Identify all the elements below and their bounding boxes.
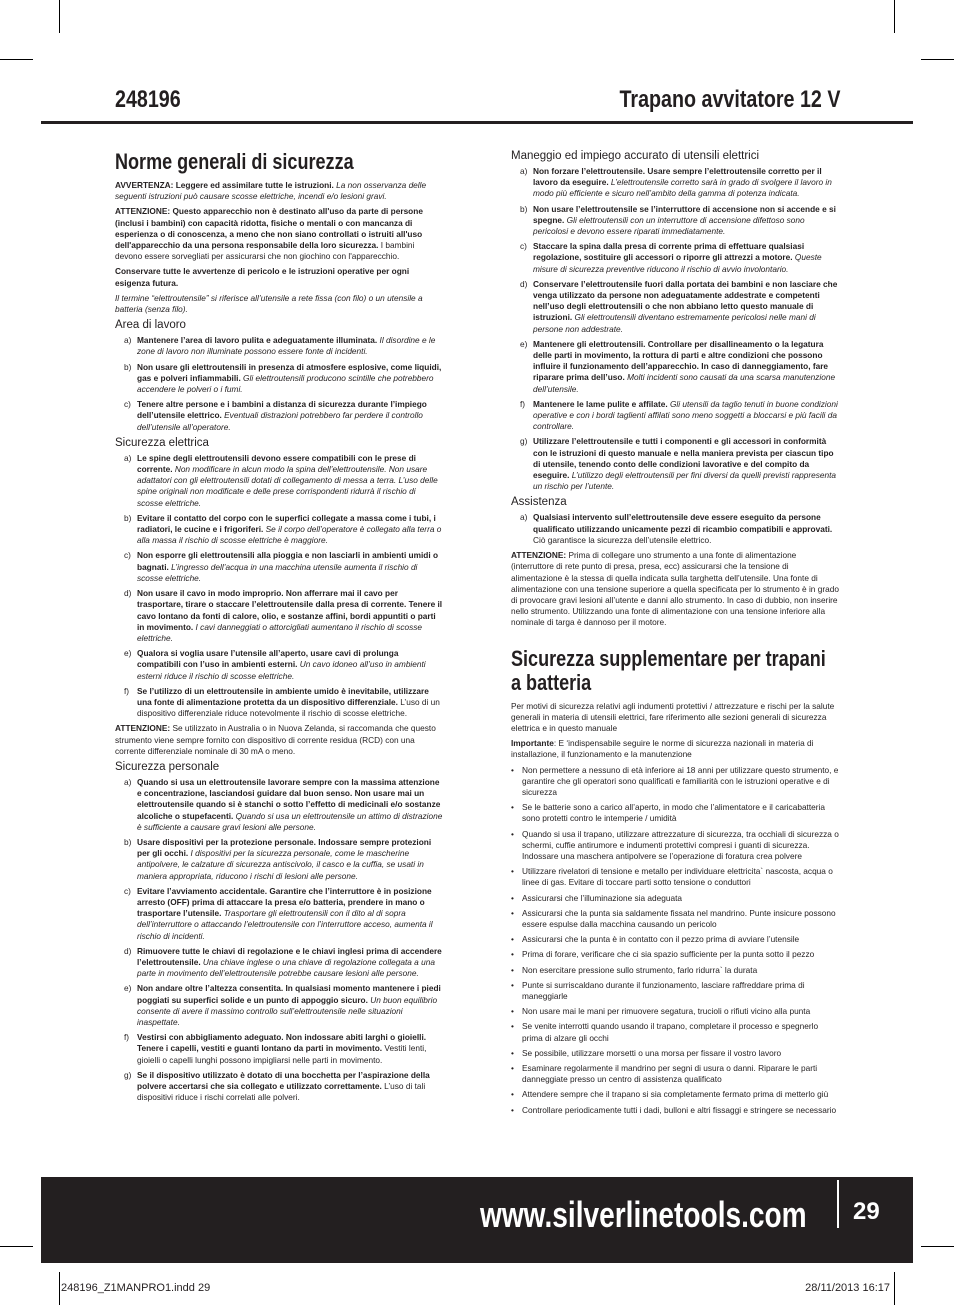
- term-paragraph: Il termine “elettroutensile” si riferisce all’utensile a rete fissa (con filo) o un utensile a batteria (senza filo).: [115, 292, 423, 315]
- list-item: a) Mantenere l’area di lavoro pulita e adeguatamente illuminata. Il disordine e le zone di lavoro non illuminate possono essere fonte di incidenti.: [124, 335, 436, 357]
- bullet-item: • Utilizzare rivelatori di tensione e metallo per individuare elettricita` nascosta, acqua o linee di gas. Evitare di toccare parti sotto tensione o conduttori: [511, 866, 833, 888]
- bullet-icon: •: [511, 907, 514, 918]
- list-item: e) Mantenere gli elettroutensili. Controllare per disallineamento o la legatura delle parti in movimento, la rottura di parti e altre condizioni che possono influire il funzionamento dell’apparecchio. In caso di danneggiamento, fare riparare prima dell’uso. Molti incidenti sono causati da una scarsa manutenzione dell’utensile.: [520, 338, 836, 394]
- bullet-item: • Assicurarsi che l’illuminazione sia adeguata: [511, 892, 683, 903]
- bullet-item: • Prima di forare, verificare che ci sia spazio sufficiente per la punta sotto il pezzo: [511, 949, 815, 960]
- bullet-item: • Assicurarsi che la punta sia saldamente fissata nel mandrino. Punte insicure possono essere espulse dalla macchina causando un pericolo: [511, 907, 836, 929]
- bullet-icon: •: [511, 934, 514, 945]
- crop-mark: [59, 0, 60, 33]
- subsection-title: Area di lavoro: [115, 319, 186, 332]
- list-item: b) Evitare il contatto del corpo con le superfici collegate a massa come i tubi, i radiatori, le cucine e i frigoriferi. Se il corpo dell’operatore è collegato alla terra o alla massa il rischio di scosse elettriche è maggiore.: [124, 512, 442, 546]
- bullet-icon: •: [511, 1063, 514, 1073]
- subsection-title: Sicurezza elettrica: [115, 436, 209, 449]
- subsection-title: Assistenza: [511, 496, 567, 509]
- list-item: b) Non usare gli elettroutensili in presenza di atmosfere esplosive, come liquidi, gas e polveri infiammabili. Gli elettroutensili producono scintille che potrebbero accendere le polveri o i fumi.: [124, 361, 442, 395]
- list-item: d) Conservare l’elettroutensile fuori dalla portata dei bambini e non lasciare che venga utilizzato da persone non adeguatamente addestrate e competenti nell’uso degli elettroutensili o che non abbiano letto questo manuale di istruzioni. Gli elettroutensili diventano estremamente pericolosi nelle mani di persone non addestrate.: [520, 278, 838, 334]
- bullet-icon: •: [511, 979, 514, 990]
- keep-paragraph: Conservare tutte le avvertenze di pericolo e le istruzioni operative per ogni esigenza futura.: [115, 266, 410, 288]
- list-item: g) Se il dispositivo utilizzato è dotato di una bocchetta per l’aspirazione della polvere accertarsi che sia collegato e utilizzato correttamente. L’uso di tali dispositivi riduce i rischi correlati alle polveri.: [124, 1069, 430, 1103]
- list-item: b) Non usare l’elettroutensile se l’interruttore di accensione non si accende e si spegne. Gli elettroutensili con un interruttore di accensione difettoso sono pericolosi e devono essere riparati immediatamente.: [520, 203, 836, 237]
- section-title: Sicurezza supplementare per trapani a batteria: [511, 645, 826, 695]
- list-item: e) Non andare oltre l’altezza consentita. In qualsiasi momento mantenere i piedi poggiati su superfici solide e un punto di appoggio sicuro. Un buon equilibrio consente di avere il massimo controllo sull’elettroutensile nelle situazioni inaspettate.: [124, 983, 441, 1027]
- website-link[interactable]: www.silverlinetools.com: [480, 1194, 807, 1235]
- bullet-item: • Attendere sempre che il trapano si sia completamente fermato prima di metterlo giù: [511, 1089, 829, 1100]
- bullet-icon: •: [511, 892, 514, 903]
- crop-mark: [0, 1246, 33, 1247]
- list-item: a) Non forzare l’elettroutensile. Usare sempre l’elettroutensile corretto per il lavoro da eseguire. L’elettroutensile corretto sarà in grado di svolgere il lavoro in modo più efficiente e sicuro nell’ambito della gamma di potenza indicata.: [520, 166, 832, 199]
- bullet-item: • Non esercitare pressione sullo strumento, farlo ridurra` la durata: [511, 964, 758, 975]
- left-column: [115, 150, 443, 1107]
- bullet-item: • Punte si surriscaldano durante il funzionamento, lasciare raffreddare prima di maneggiarle: [511, 979, 805, 1001]
- subsection-title: Maneggio ed impiego accurato di utensili elettrici: [511, 150, 760, 162]
- bullet-item: • Se venite interrotti quando usando il trapano, completare il processo e spegnerlo prima di alzare gli occhi: [511, 1021, 819, 1043]
- crop-mark: [0, 59, 33, 60]
- list-item: f) Se l’utilizzo di un elettroutensile in ambiente umido è inevitabile, utilizzare una fonte di alimentazione protetta da un dispositivo differenziale. L’uso di un dispositivo differenziale riduce notevolmente il rischio di scosse elettriche.: [124, 685, 440, 719]
- page-title: Trapano avvitatore 12 V: [619, 86, 840, 113]
- crop-mark: [894, 1272, 895, 1305]
- crop-mark: [59, 1272, 60, 1305]
- list-item: f) Mantenere le lame pulite e affilate. Gli utensili da taglio tenuti in buone condizioni operative e con i bordi taglienti affilati sono meno soggetti a bloccarsi e più facili da controllare.: [520, 398, 838, 432]
- bullet-item: • Esaminare regolarmente il mandrino per segni di usura o danni. Riparare le parti danneggiate presso un centro di assistenza qualificato: [511, 1063, 818, 1085]
- list-item: f) Vestirsi con abbigliamento adeguato. Non indossare abiti larghi o gioielli. Tenere i capelli, vestiti e guanti lontano da parti in movimento. Vestiti lenti, gioielli o capelli lunghi possono impigliarsi nelle parti in movimento.: [124, 1032, 427, 1065]
- bullet-icon: •: [511, 964, 514, 975]
- bullet-icon: •: [511, 1104, 514, 1115]
- list-item: a) Le spine degli elettroutensili devono essere compatibili con le prese di corrente. Non modificare in alcun modo la spina dell’elettroutensile. Non usare adattatori con gli elettroutensili dotati di collegamento di messa a terra. L’uso delle spine originali non modificate e delle prese corrispondenti ridurrà il rischio di scosse elettriche.: [124, 452, 438, 508]
- list-item: a) Qualsiasi intervento sull’elettroutensile deve essere eseguito da persone qualificato utilizzando unicamente pezzi di ricambio compatibili e approvati. Ciò garantisce la sicurezza dell’utensile elettrico.: [520, 512, 833, 545]
- bullet-item: • Non usare mai le mani per rimuovere segatura, trucioli o rifiuti vicino alla punta: [511, 1006, 811, 1017]
- slug-date: 28/11/2013 16:17: [805, 1282, 890, 1294]
- crop-mark: [894, 0, 895, 33]
- bullet-item: • Controllare periodicamente tutti i dadi, bulloni e altri fissaggi e stringere se necessario: [511, 1104, 837, 1115]
- bullet-item: • Assicurarsi che la punta è in contatto con il pezzo prima di avviare l’utensile: [511, 934, 800, 945]
- list-item: a) Quando si usa un elettroutensile lavorare sempre con la massima attenzione e concentrazione, lasciandosi guidare dal buon senso. Non usare mai un elettroutensile quando si è stanchi o sotto l’effetto di medicinali e/o sostanze alcoliche o stupefacenti. Quando si usa un elettroutensile un attimo di distrazione è sufficiente a causare gravi lesioni alle persone.: [124, 776, 443, 832]
- bullet-icon: •: [511, 866, 514, 877]
- bullet-list: [511, 765, 839, 1116]
- bullet-icon: •: [511, 949, 514, 960]
- list-item: c) Tenere altre persone e i bambini a distanza di sicurezza durante l’impiego dell’utensile elettrico. Eventuali distrazioni potrebbero far perdere il controllo dell’utensile all’operatore.: [124, 399, 427, 432]
- list-item: b) Usare dispositivi per la protezione personale. Indossare sempre protezioni per gli occhi. I dispositivi per la sicurezza personale, come le mascherine antipolvere, le calzature di sicurezza antiscivolo, il casco e la cuffia, se usati in maniera appropriata, riducono i rischi di lesioni alle persone.: [124, 836, 432, 881]
- attention-paragraph: ATTENZIONE: Questo apparecchio non è destinato all'uso da parte di persone (inclusi i bambini) con capacità ridotta, fisiche o mentali o con mancanza di esperienza o di conoscenza, a meno che non siano controllati o istruiti all'uso dell'apparecchio da una persona responsabile della loro sicurezza. I bambini devono essere sorvegliati per assicurarsi che non giochino con l'apparecchio.: [115, 206, 423, 262]
- slug-filename: 248196_Z1MANPRO1.indd 29: [61, 1282, 211, 1294]
- page-number: 29: [853, 1198, 880, 1225]
- bullet-icon: •: [511, 1089, 514, 1100]
- important-paragraph: Importante: E ‘indispensabile seguire le norme di sicurezza nazionali in materia di installazione, il funzionamento e la manutenzione: [511, 738, 814, 760]
- list-item: c) Evitare l’avviamento accidentale. Garantire che l’interruttore è in posizione arresto (OFF) prima di attaccare la presa e/o batteria, prendere in mano o trasportare l’utensile. Trasportare gli elettroutensili con il dito al di sopra dell’interruttore o attaccando l’elettroutensile con l’interruttore acceso, aumenta il rischio di incidenti.: [124, 885, 433, 941]
- footer-divider: [837, 1180, 839, 1228]
- list-item: d) Rimuovere tutte le chiavi di regolazione e le chiavi inglesi prima di accendere l’elettroutensile. Una chiave inglese o una chiave di regolazione collegata a una parte in movimento dell’elettroutensile potrebbe causare lesioni alle persone.: [124, 945, 442, 979]
- list-item: c) Non esporre gli elettroutensili alla pioggia e non lasciarli in ambienti umidi o bagnati. L’ingresso dell’acqua in una macchina utensile aumenta il rischio di scosse elettriche.: [124, 550, 439, 583]
- section-title: Norme generali di sicurezza: [115, 149, 354, 174]
- list-item: c) Staccare la spina dalla presa di corrente prima di effettuare qualsiasi regolazione, sostituire gli accessori o riporre gli attrezzi a motore. Queste misure di sicurezza preventive riducono il rischio di avvio involontario.: [520, 241, 822, 274]
- bullet-icon: •: [511, 1047, 514, 1058]
- bullet-icon: •: [511, 1006, 514, 1017]
- right-column: [511, 150, 839, 1120]
- bullet-icon: •: [511, 828, 514, 839]
- list-item: d) Non usare il cavo in modo improprio. Non afferrare mai il cavo per trasportare, tirare o staccare l’elettroutensile dalla presa di corrente. Tenere il cavo lontano da fonti di calore, olio, e sostanze affini, bordi appuntiti o parti in movimento. I cavi danneggiati o attorcigliati aumentano il rischio di scosse elettriche.: [124, 588, 443, 643]
- bullet-item: • Se le batterie sono a carico all’aperto, in modo che l’alimentatore e il caricabatteria sono protetti contro le intemperie / umidità: [511, 802, 825, 824]
- attention-note: ATTENZIONE: Se utilizzato in Australia o in Nuova Zelanda, si raccomanda che questo strumento viene sempre fornito con dispositivo di corrente residua (RCD) con una corrente differenziale nominale di 30 mA o meno.: [115, 723, 436, 756]
- bullet-icon: •: [511, 764, 514, 775]
- product-code: 248196: [115, 86, 181, 113]
- crop-mark: [921, 59, 954, 60]
- subsection-title: Sicurezza personale: [115, 760, 220, 773]
- bullet-icon: •: [511, 802, 514, 813]
- warning-paragraph: AVVERTENZA: Leggere ed assimilare tutte le istruzioni. La non osservanza delle seguenti istruzioni può causare scosse elettriche, incendi e/o lesioni gravi.: [115, 180, 427, 202]
- bullet-item: • Se possibile, utilizzare morsetti o una morsa per fissare il vostro lavoro: [511, 1047, 782, 1058]
- intro-paragraph: Per motivi di sicurezza relativi agli indumenti protettivi / attrezzature e rischi per la salute generali in materia di utensili elettrici, fare riferimento alle sezioni generali di sicurezza elettrica e in questo manuale: [511, 700, 835, 733]
- attention-note: ATTENZIONE: Prima di collegare uno strumento a una fonte di alimentazione (interruttore di rete punto di presa, presa, ecc) assicurarsi che la tensione di alimentazione è la stessa di quella indicata sulla targhetta dell’utensile. Una fonte di alimentazione con una tensione superiore a quella specificata per lo strumento è in grado di provocare gravi lesioni all’utente e danni allo strumento. In caso di dubbio, non inserire nello strumento. Utilizzando una fonte di alimentazione con una tensione inferiore alla nominale di targa è dannoso per il motore.: [511, 550, 839, 628]
- crop-mark: [921, 1246, 954, 1247]
- header-rule: [41, 121, 913, 124]
- bullet-item: • Non permettere a nessuno di età inferiore ai 18 anni per utilizzare questo strumento, e garantire che gli operatori sono qualificati e familiarità con le istruzioni operative e di sicurezza: [511, 764, 839, 797]
- bullet-icon: •: [511, 1021, 514, 1032]
- list-item: g) Utilizzare l’elettroutensile e tutti i componenti e gli accessori in conformità con le istruzioni di questo manuale e nella maniera prevista per ciascun tipo di utensile, tenendo conto delle condizioni lavorative e del compito da eseguire. L’utilizzo degli elettroutensili per fini diversi da quelli previsti rappresenta un rischio per l’utente.: [520, 436, 836, 492]
- list-item: e) Qualora si voglia usare l’utensile all’aperto, usare cavi di prolunga compatibili con l’uso in ambienti esterni. Un cavo idoneo all’uso in ambienti esterni riduce il rischio di scosse elettriche.: [124, 648, 426, 681]
- bullet-item: • Quando si usa il trapano, utilizzare attrezzature di sicurezza, tra occhiali di sicurezza o schermi, cuffie antirumore e indumenti protettivi compresi i guanti di sicurezza. Indossare una maschera antipolvere se l’operazione di foratura crea polvere: [511, 828, 839, 861]
